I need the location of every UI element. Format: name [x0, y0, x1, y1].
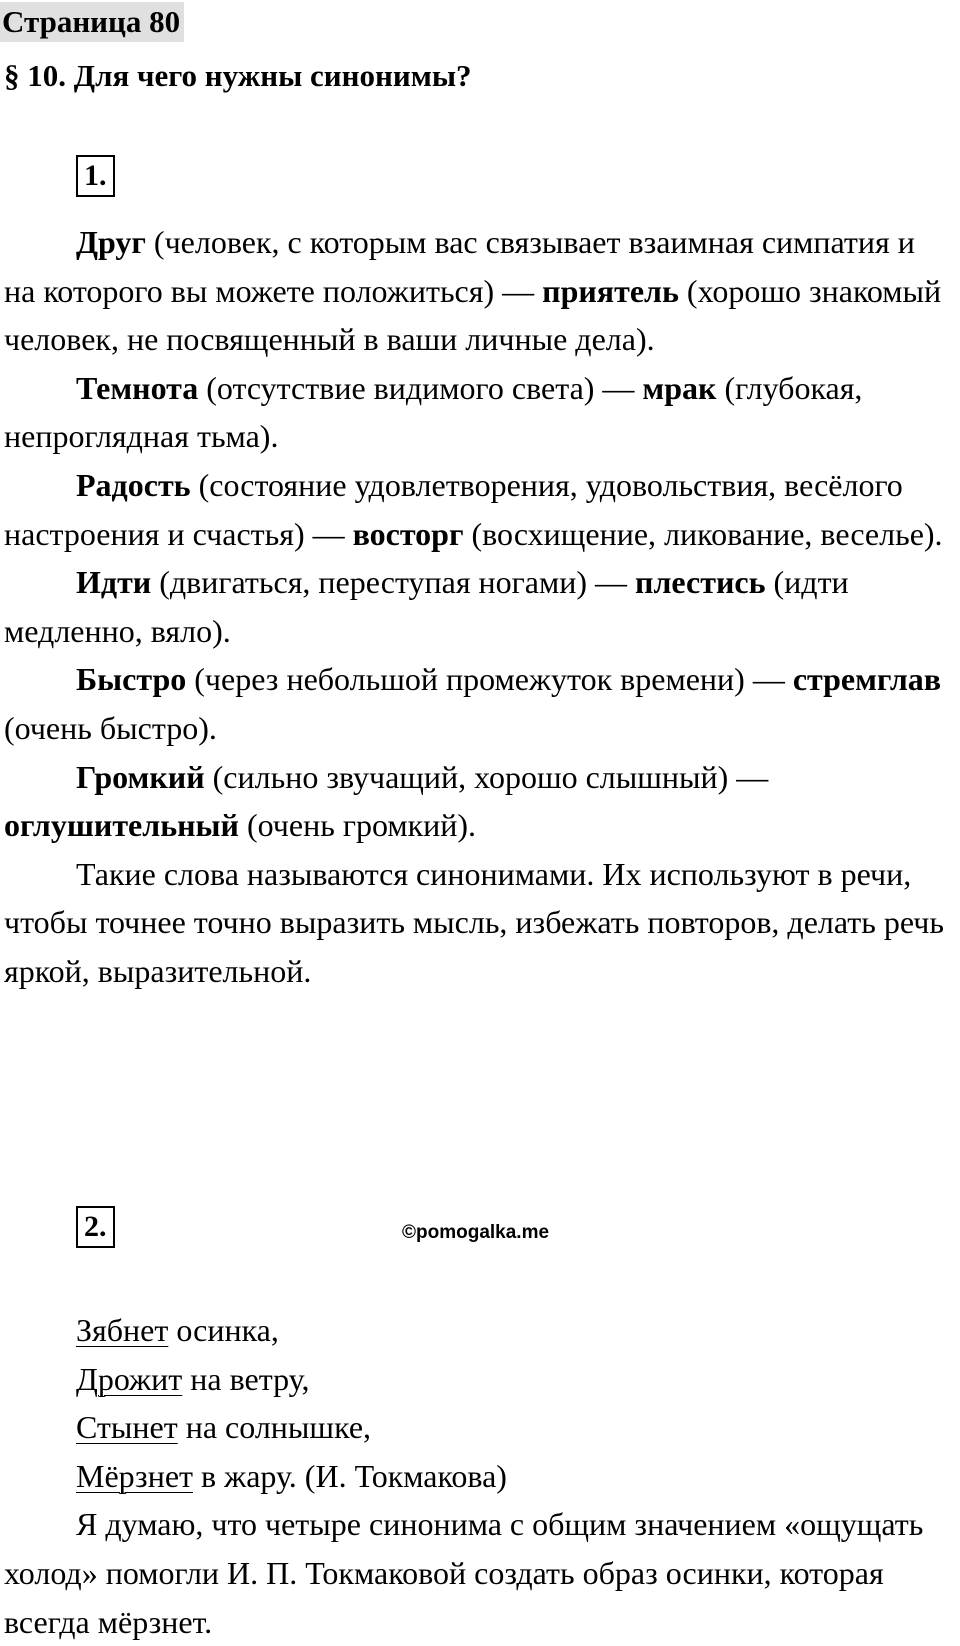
synonym-word: Друг: [76, 224, 146, 260]
definition: (отсутствие видимого света) —: [198, 369, 643, 406]
synonym-pair-3: [4, 461, 954, 558]
definition: (глубокая, непроглядная тьма).: [4, 369, 863, 455]
underlined-synonym: Зябнет: [76, 1312, 169, 1348]
synonym-word: Быстро: [76, 661, 187, 698]
task-2-text: [4, 1306, 954, 1646]
definition: (через небольшой промежуток времени) —: [186, 661, 793, 698]
synonym-pair-4: [4, 558, 954, 655]
definition: (идти медленно, вяло).: [4, 564, 849, 649]
synonym-word: приятель: [542, 272, 679, 309]
poem-rest: в жару. (И. Токмакова): [193, 1457, 507, 1494]
synonym-word: оглушительный: [4, 807, 239, 844]
task-2-answer: Я думаю, что четыре синонима с общим значением «ощущать холод» помогли И. П. Токмаковой создать образ осинки, которая всегда мёрзнет.: [4, 1506, 924, 1640]
synonym-word: Идти: [76, 564, 152, 601]
synonym-word: стремглав: [792, 661, 942, 698]
task-1-conclusion: Такие слова называются синонимами. Их используют в речи, чтобы точнее точно выразить мысль, избежать повторов, делать речь яркой, выразительной.: [4, 855, 944, 989]
synonym-pair-5: [4, 655, 954, 752]
poem-rest: на солнышке,: [177, 1409, 372, 1446]
underlined-synonym: Дрожит: [76, 1360, 183, 1397]
section-title: § 10. Для чего нужны синонимы?: [4, 58, 472, 93]
synonym-word: Громкий: [76, 758, 205, 795]
definition: (человек, с которым вас связывает взаимная симпатия и на которого вы можете положиться) —: [4, 224, 915, 309]
definition: (состояние удовлетворения, удовольствия, весёлого настроения и счастья) —: [4, 466, 903, 552]
underlined-synonym: Стынет: [76, 1409, 178, 1446]
synonym-word: мрак: [642, 369, 717, 406]
definition: (очень быстро).: [4, 709, 217, 746]
synonym-pair-6: [4, 753, 954, 850]
synonym-pair-2: [4, 364, 954, 461]
poem-line-2: [4, 1355, 954, 1404]
synonym-pair-1: [4, 218, 954, 364]
task-1-text: [4, 218, 954, 996]
task-number-1: 1.: [76, 155, 115, 197]
underlined-synonym: Мёрзнет: [76, 1457, 193, 1494]
synonym-word: плестись: [635, 564, 766, 601]
definition: (хорошо знакомый человек, не посвященный в ваши личные дела).: [4, 272, 942, 358]
definition: (очень громкий).: [238, 807, 477, 844]
definition: (восхищение, ликование, веселье).: [463, 515, 943, 552]
synonym-word: восторг: [352, 515, 464, 552]
poem-rest: на ветру,: [182, 1360, 310, 1397]
definition: (сильно звучащий, хорошо слышный) —: [204, 758, 769, 795]
poem-line-1: [4, 1306, 954, 1355]
synonym-word: Радость: [76, 466, 191, 503]
synonym-word: Темнота: [76, 369, 199, 406]
watermark: ©pomogalka.me: [402, 1222, 550, 1243]
page-number-label: Страница 80: [0, 2, 184, 42]
poem-line-4: [4, 1452, 954, 1501]
task-number-2: 2.: [76, 1206, 115, 1248]
poem-line-3: [4, 1403, 954, 1452]
definition: (двигаться, переступая ногами) —: [151, 564, 636, 601]
poem-rest: осинка,: [168, 1312, 279, 1348]
